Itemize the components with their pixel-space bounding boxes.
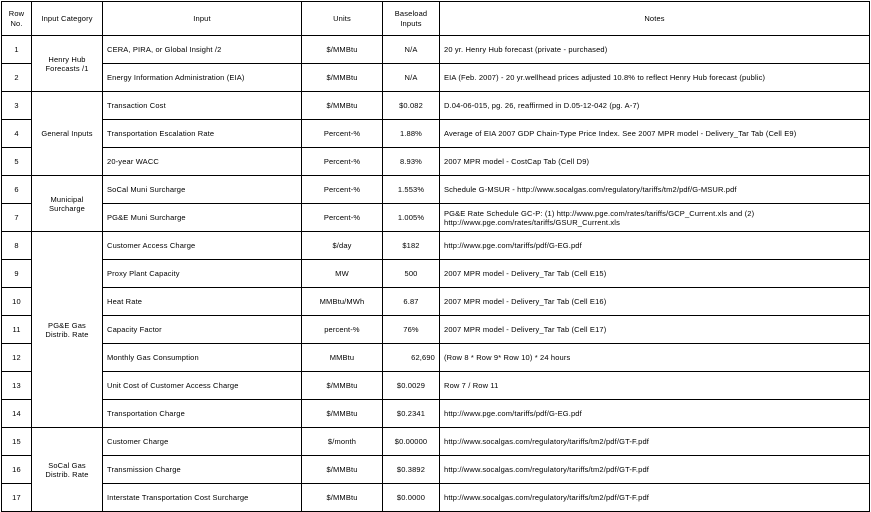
input-name: Transportation Charge — [103, 400, 302, 428]
header-notes: Notes — [440, 2, 870, 36]
table-row — [2, 204, 870, 232]
table-row — [2, 316, 870, 344]
header-row — [2, 2, 870, 36]
notes-cell: D.04-06-015, pg. 26, reaffirmed in D.05-12-042 (pg. A-7) — [440, 92, 870, 120]
table-row — [2, 92, 870, 120]
baseload-value: $0.0000 — [383, 484, 440, 512]
notes-cell: Row 7 / Row 11 — [440, 372, 870, 400]
notes-cell: (Row 8 * Row 9* Row 10) * 24 hours — [440, 344, 870, 372]
category-general-inputs: General Inputs — [32, 92, 103, 176]
row-number: 16 — [2, 456, 32, 484]
units-cell: MMBtu/MWh — [302, 288, 383, 316]
units-cell: $/MMBtu — [302, 400, 383, 428]
baseload-value: 8.93% — [383, 148, 440, 176]
row-number: 3 — [2, 92, 32, 120]
units-cell: $/MMBtu — [302, 456, 383, 484]
row-number: 15 — [2, 428, 32, 456]
input-name: Capacity Factor — [103, 316, 302, 344]
input-name: Transaction Cost — [103, 92, 302, 120]
row-number: 13 — [2, 372, 32, 400]
notes-cell: 20 yr. Henry Hub forecast (private - purchased) — [440, 36, 870, 64]
notes-cell: 2007 MPR model - Delivery_Tar Tab (Cell E16) — [440, 288, 870, 316]
row-number: 12 — [2, 344, 32, 372]
header-units: Units — [302, 2, 383, 36]
input-name: Energy Information Administration (EIA) — [103, 64, 302, 92]
baseload-value: 1.553% — [383, 176, 440, 204]
notes-cell: 2007 MPR model - Delivery_Tar Tab (Cell E17) — [440, 316, 870, 344]
input-name: CERA, PIRA, or Global Insight /2 — [103, 36, 302, 64]
baseload-value: 76% — [383, 316, 440, 344]
units-cell: $/MMBtu — [302, 484, 383, 512]
units-cell: $/MMBtu — [302, 36, 383, 64]
table-row — [2, 148, 870, 176]
units-cell: Percent-% — [302, 176, 383, 204]
row-number: 14 — [2, 400, 32, 428]
notes-cell: http://www.socalgas.com/regulatory/tariffs/tm2/pdf/GT-F.pdf — [440, 456, 870, 484]
inputs-table — [1, 1, 870, 512]
table-row — [2, 484, 870, 512]
baseload-value: 1.88% — [383, 120, 440, 148]
notes-cell: http://www.pge.com/tariffs/pdf/G-EG.pdf — [440, 232, 870, 260]
header-input-category: Input Category — [32, 2, 103, 36]
notes-cell: 2007 MPR model - Delivery_Tar Tab (Cell E15) — [440, 260, 870, 288]
notes-cell: Schedule G-MSUR - http://www.socalgas.com/regulatory/tariffs/tm2/pdf/G-MSUR.pdf — [440, 176, 870, 204]
table-row — [2, 428, 870, 456]
input-name: Proxy Plant Capacity — [103, 260, 302, 288]
notes-cell: Average of EIA 2007 GDP Chain-Type Price Index. See 2007 MPR model - Delivery_Tar Tab (Cell E9) — [440, 120, 870, 148]
row-number: 5 — [2, 148, 32, 176]
units-cell: percent-% — [302, 316, 383, 344]
header-row-no: Row No. — [2, 2, 32, 36]
units-cell: $/MMBtu — [302, 92, 383, 120]
input-name: Customer Charge — [103, 428, 302, 456]
input-name: Transmission Charge — [103, 456, 302, 484]
notes-cell: http://www.socalgas.com/regulatory/tariffs/tm2/pdf/GT-F.pdf — [440, 484, 870, 512]
baseload-value: $0.2341 — [383, 400, 440, 428]
table-row — [2, 120, 870, 148]
table-row — [2, 344, 870, 372]
baseload-value: N/A — [383, 64, 440, 92]
table-row — [2, 288, 870, 316]
input-name: Heat Rate — [103, 288, 302, 316]
notes-cell: 2007 MPR model - CostCap Tab (Cell D9) — [440, 148, 870, 176]
notes-cell: EIA (Feb. 2007) - 20 yr.wellhead prices adjusted 10.8% to reflect Henry Hub forecast (public) — [440, 64, 870, 92]
units-cell: $/MMBtu — [302, 372, 383, 400]
input-name: Customer Access Charge — [103, 232, 302, 260]
input-name: Monthly Gas Consumption — [103, 344, 302, 372]
baseload-value: $0.0029 — [383, 372, 440, 400]
units-cell: Percent-% — [302, 120, 383, 148]
header-input: Input — [103, 2, 302, 36]
table-row — [2, 400, 870, 428]
units-cell: MW — [302, 260, 383, 288]
row-number: 10 — [2, 288, 32, 316]
header-baseload-inputs: Baseload Inputs — [383, 2, 440, 36]
units-cell: $/month — [302, 428, 383, 456]
units-cell: Percent-% — [302, 204, 383, 232]
baseload-value: N/A — [383, 36, 440, 64]
row-number: 8 — [2, 232, 32, 260]
row-number: 1 — [2, 36, 32, 64]
baseload-value: 500 — [383, 260, 440, 288]
units-cell: MMBtu — [302, 344, 383, 372]
baseload-value: $0.3892 — [383, 456, 440, 484]
category-henry-hub: Henry Hub Forecasts /1 — [32, 36, 103, 92]
row-number: 2 — [2, 64, 32, 92]
row-number: 9 — [2, 260, 32, 288]
baseload-value: $0.00000 — [383, 428, 440, 456]
row-number: 6 — [2, 176, 32, 204]
row-number: 17 — [2, 484, 32, 512]
category-socal-gas-distrib-rate: SoCal Gas Distrib. Rate — [32, 428, 103, 512]
input-name: 20-year WACC — [103, 148, 302, 176]
table-row — [2, 260, 870, 288]
table-row — [2, 64, 870, 92]
table-row — [2, 372, 870, 400]
baseload-value: 62,690 — [383, 344, 440, 372]
input-name: Transportation Escalation Rate — [103, 120, 302, 148]
notes-cell: PG&E Rate Schedule GC-P: (1) http://www.pge.com/rates/tariffs/GCP_Current.xls and (2) http://www.pge.com/rates/tariffs/GSUR_Current.xls — [440, 204, 870, 232]
input-name: PG&E Muni Surcharge — [103, 204, 302, 232]
units-cell: $/MMBtu — [302, 64, 383, 92]
baseload-value: 1.005% — [383, 204, 440, 232]
category-municipal-surcharge: Municipal Surcharge — [32, 176, 103, 232]
units-cell: Percent-% — [302, 148, 383, 176]
input-name: Interstate Transportation Cost Surcharge — [103, 484, 302, 512]
baseload-value: $0.082 — [383, 92, 440, 120]
row-number: 7 — [2, 204, 32, 232]
baseload-value: 6.87 — [383, 288, 440, 316]
notes-cell: http://www.socalgas.com/regulatory/tariffs/tm2/pdf/GT-F.pdf — [440, 428, 870, 456]
row-number: 4 — [2, 120, 32, 148]
table-row — [2, 36, 870, 64]
table-row — [2, 232, 870, 260]
notes-cell: http://www.pge.com/tariffs/pdf/G-EG.pdf — [440, 400, 870, 428]
table-row — [2, 176, 870, 204]
input-name: Unit Cost of Customer Access Charge — [103, 372, 302, 400]
category-pge-gas-distrib-rate: PG&E Gas Distrib. Rate — [32, 232, 103, 428]
input-name: SoCal Muni Surcharge — [103, 176, 302, 204]
units-cell: $/day — [302, 232, 383, 260]
row-number: 11 — [2, 316, 32, 344]
baseload-value: $182 — [383, 232, 440, 260]
table-row — [2, 456, 870, 484]
